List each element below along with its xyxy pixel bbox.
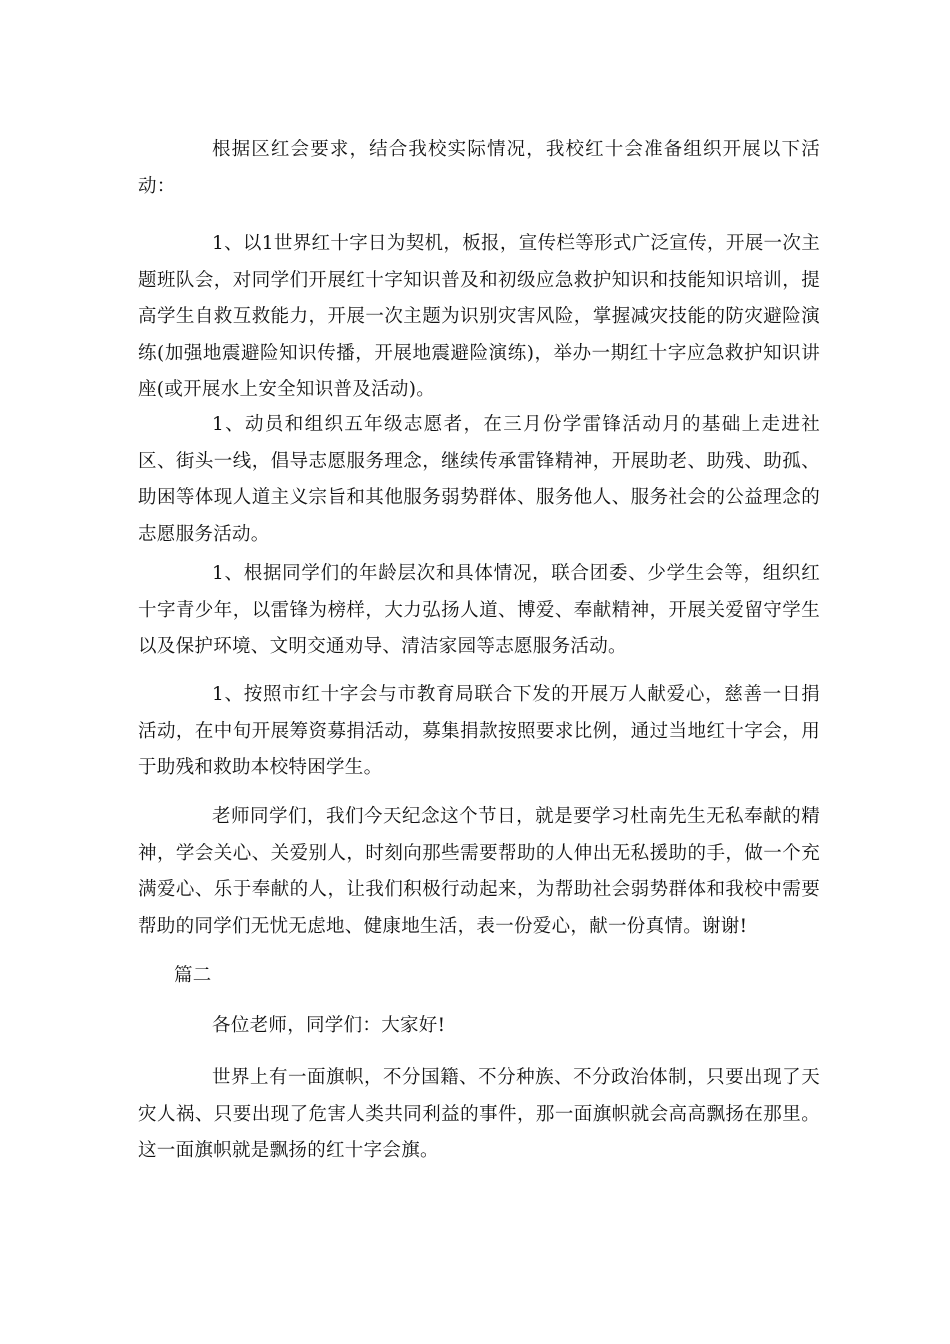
paragraph-greeting: 各位老师，同学们：大家好! (212, 1015, 446, 1036)
paragraph-red-cross-flag: 世界上有一面旗帜，不分国籍、不分种族、不分政治体制，只要出现了天灾人祸、只要出现了危害人类共同利益的事件，那一面旗帜就会高高飘扬在那里。这一面旗帜就是飘扬的红十字会旗。 (138, 1067, 820, 1161)
paragraph-item-youth: 1、根据同学们的年龄层次和具体情况，联合团委、少学生会等，组织红十字青少年，以雷锋为榜样，大力弘扬人道、博爱、奉献精神，开展关爱留守学生以及保护环境、文明交通劝导、清洁家园等志愿服务活动。 (138, 563, 820, 657)
paragraph-item-donation: 1、按照市红十字会与市教育局联合下发的开展万人献爱心，慈善一日捐活动，在中旬开展筹资募捐活动，募集捐款按照要求比例，通过当地红十字会，用于助残和救助本校特困学生。 (138, 684, 820, 778)
paragraph-item-volunteers: 1、动员和组织五年级志愿者，在三月份学雷锋活动月的基础上走进社区、街头一线，倡导志愿服务理念，继续传承雷锋精神，开展助老、助残、助孤、助困等体现人道主义宗旨和其他服务弱势群体、服务他人、服务社会的公益理念的志愿服务活动。 (138, 414, 820, 545)
paragraph-intro: 根据区红会要求，结合我校实际情况，我校红十会准备组织开展以下活动： (138, 139, 820, 197)
paragraph-conclusion: 老师同学们，我们今天纪念这个节日，就是要学习杜南先生无私奉献的精神，学会关心、关爱别人，时刻向那些需要帮助的人伸出无私援助的手，做一个充满爱心、乐于奉献的人，让我们积极行动起来，为帮助社会弱势群体和我校中需要帮助的同学们无忧无虑地、健康地生活，表一份爱心，献一份真情。谢谢! (138, 806, 820, 937)
section-heading: 篇二 (174, 965, 212, 986)
paragraph-item-publicity: 1、以1世界红十字日为契机，板报，宣传栏等形式广泛宣传，开展一次主题班队会，对同学们开展红十字知识普及和初级应急救护知识和技能知识培训，提高学生自救互救能力，开展一次主题为识别灾害风险，掌握减灾技能的防灾避险演练(加强地震避险知识传播，开展地震避险演练)，举办一期红十字应急救护知识讲座(或开展水上安全知识普及活动)。 (138, 233, 820, 400)
